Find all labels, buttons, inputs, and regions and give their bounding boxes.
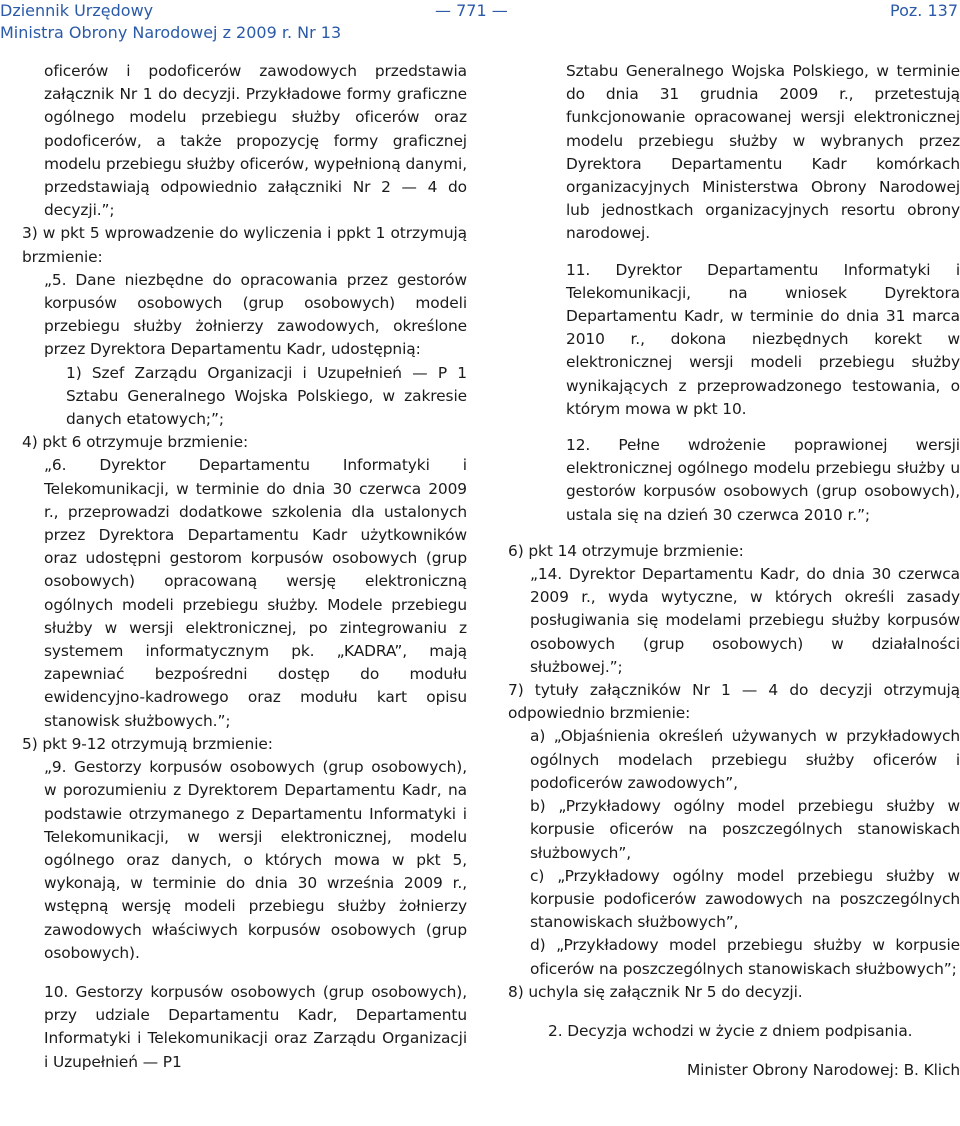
paragraph-pt9: „9. Gestorzy korpusów osobowych (grup osobowych), w porozumieniu z Dyrektorem Departamentu Kadr, na podstawie otrzymanego z Departamentu Informatyki i Telekomunikacji, w wersji elektronicznej, modelu ogólnego oraz danych, o których mowa w pkt 5, wykonają, w terminie do dnia 30 września 2009 r., wstępną wersję modeli przebiegu służby żołnierzy zawodowych właściwych korpusów osobowych (grup osobowych). bbox=[44, 758, 467, 962]
issuer-line: Ministra Obrony Narodowej z 2009 r. Nr 13 bbox=[0, 23, 342, 42]
paragraph-pt5: „5. Dane niezbędne do opracowania przez gestorów korpusów osobowych (grup osobowych) modeli przebiegu służby żołnierzy zawodowych, określone przez Dyrektora Departamentu Kadr, udostępnią: bbox=[44, 270, 467, 359]
paragraph-pt10: 10. Gestorzy korpusów osobowych (grup osobowych), przy udziale Departamentu Kadr, Departamentu Informatyki i Telekomunikacji oraz Zarządu Organizacji i Uzupełnień — P1 bbox=[44, 982, 467, 1071]
signature-line: Minister Obrony Narodowej: B. Klich bbox=[686, 1061, 960, 1080]
annex-title-b: b) „Przykładowy ogólny model przebiegu służby w korpusie oficerów na poszczególnych stanowiskach służbowych”, bbox=[530, 797, 960, 862]
page-number: — 771 — bbox=[435, 1, 508, 20]
annex-title-c: c) „Przykładowy ogólny model przebiegu służby w korpusie podoficerów zawodowych na poszczególnych stanowiskach służbowych”, bbox=[530, 866, 960, 932]
item-8: 8) uchyla się załącznik Nr 5 do decyzji. bbox=[508, 982, 803, 1001]
paragraph-pt11: 11. Dyrektor Departamentu Informatyki i Telekomunikacji, na wniosek Dyrektora Departamentu Kadr, w terminie do dnia 31 marca 2010 r., dokona niezbędnych korekt w elektronicznej wersji modeli przebiegu służby wynikających z przeprowadzonego testowania, o którym mowa w pkt 10. bbox=[566, 260, 960, 418]
item-7: 7) tytuły załączników Nr 1 — 4 do decyzji otrzymują odpowiednio brzmienie: bbox=[508, 681, 960, 723]
paragraph-pt12: 12. Pełne wdrożenie poprawionej wersji elektronicznej ogólnego modelu przebiegu służby u gestorów korpusów osobowych (grup osobowych), ustala się na dzień 30 czerwca 2010 r.”; bbox=[566, 436, 960, 524]
entry-into-force: 2. Decyzja wchodzi w życie z dniem podpisania. bbox=[548, 1021, 913, 1040]
page-header-left bbox=[0, 0, 341, 44]
annex-title-d: d) „Przykładowy model przebiegu służby w korpusie oficerów na poszczególnych stanowiskach służbowych”; bbox=[530, 936, 960, 978]
position-number: Poz. 137 bbox=[890, 1, 958, 20]
paragraph-p1: oficerów i podoficerów zawodowych przedstawia załącznik Nr 1 do decyzji. Przykładowe formy graficzne ogólnego modelu przebiegu służby oficerów oraz podoficerów, a także propozycję formy graficznej modelu przebiegu służby oficerów, wypełnioną danymi, przedstawiają odpowiednio załączniki Nr 2 — 4 do decyzji.”; bbox=[44, 62, 467, 220]
annex-title-a: a) „Objaśnienia określeń używanych w przykładowych ogólnych modelach przebiegu służby oficerów i podoficerów zawodowych”, bbox=[530, 727, 960, 792]
right-column bbox=[508, 60, 960, 1082]
sub-item-1: 1) Szef Zarządu Organizacji i Uzupełnień — P 1 Sztabu Generalnego Wojska Polskiego, w zakresie danych etatowych;”; bbox=[66, 363, 467, 429]
paragraph-pt10-cont: Sztabu Generalnego Wojska Polskiego, w terminie do dnia 31 grudnia 2009 r., przetestują funkcjonowanie opracowanej wersji elektronicznej modelu przebiegu służby w wybranych przez Dyrektora Departamentu Kadr komórkach organizacyjnych Ministerstwa Obrony Narodowej lub jednostkach organizacyjnych resortu obrony narodowej. bbox=[566, 62, 960, 243]
journal-title: Dziennik Urzędowy bbox=[0, 1, 154, 20]
paragraph-pt14: „14. Dyrektor Departamentu Kadr, do dnia 30 czerwca 2009 r., wyda wytyczne, w których określi zasady posługiwania się modelami przebiegu służby korpusów osobowych (grup osobowych) w działalności służbowej.”; bbox=[530, 565, 960, 676]
paragraph-pt6: „6. Dyrektor Departamentu Informatyki i Telekomunikacji, w terminie do dnia 30 czerwca 2009 r., przeprowadzi dodatkowe szkolenia dla ustalonych przez Dyrektora Departamentu Kadr użytkowników oraz udostępni gestorom korpusów osobowych (grup osobowych) opracowaną wersję elektroniczną ogólnych modeli przebiegu służby. Modele przebiegu służby w wersji elektronicznej, po zintegrowaniu z systemem informatycznym pk. „KADRA”, mają zapewniać bezpośredni dostęp do modułu ewidencyjno-kadrowego oraz modułu kart opisu stanowisk służbowych.”; bbox=[44, 456, 467, 730]
item-4: 4) pkt 6 otrzymuje brzmienie: bbox=[22, 433, 249, 452]
item-5: 5) pkt 9-12 otrzymują brzmienie: bbox=[22, 734, 273, 753]
left-column bbox=[22, 60, 467, 1074]
item-3: 3) w pkt 5 wprowadzenie do wyliczenia i ppkt 1 otrzymują brzmienie: bbox=[22, 224, 467, 266]
item-6: 6) pkt 14 otrzymuje brzmienie: bbox=[508, 541, 744, 560]
